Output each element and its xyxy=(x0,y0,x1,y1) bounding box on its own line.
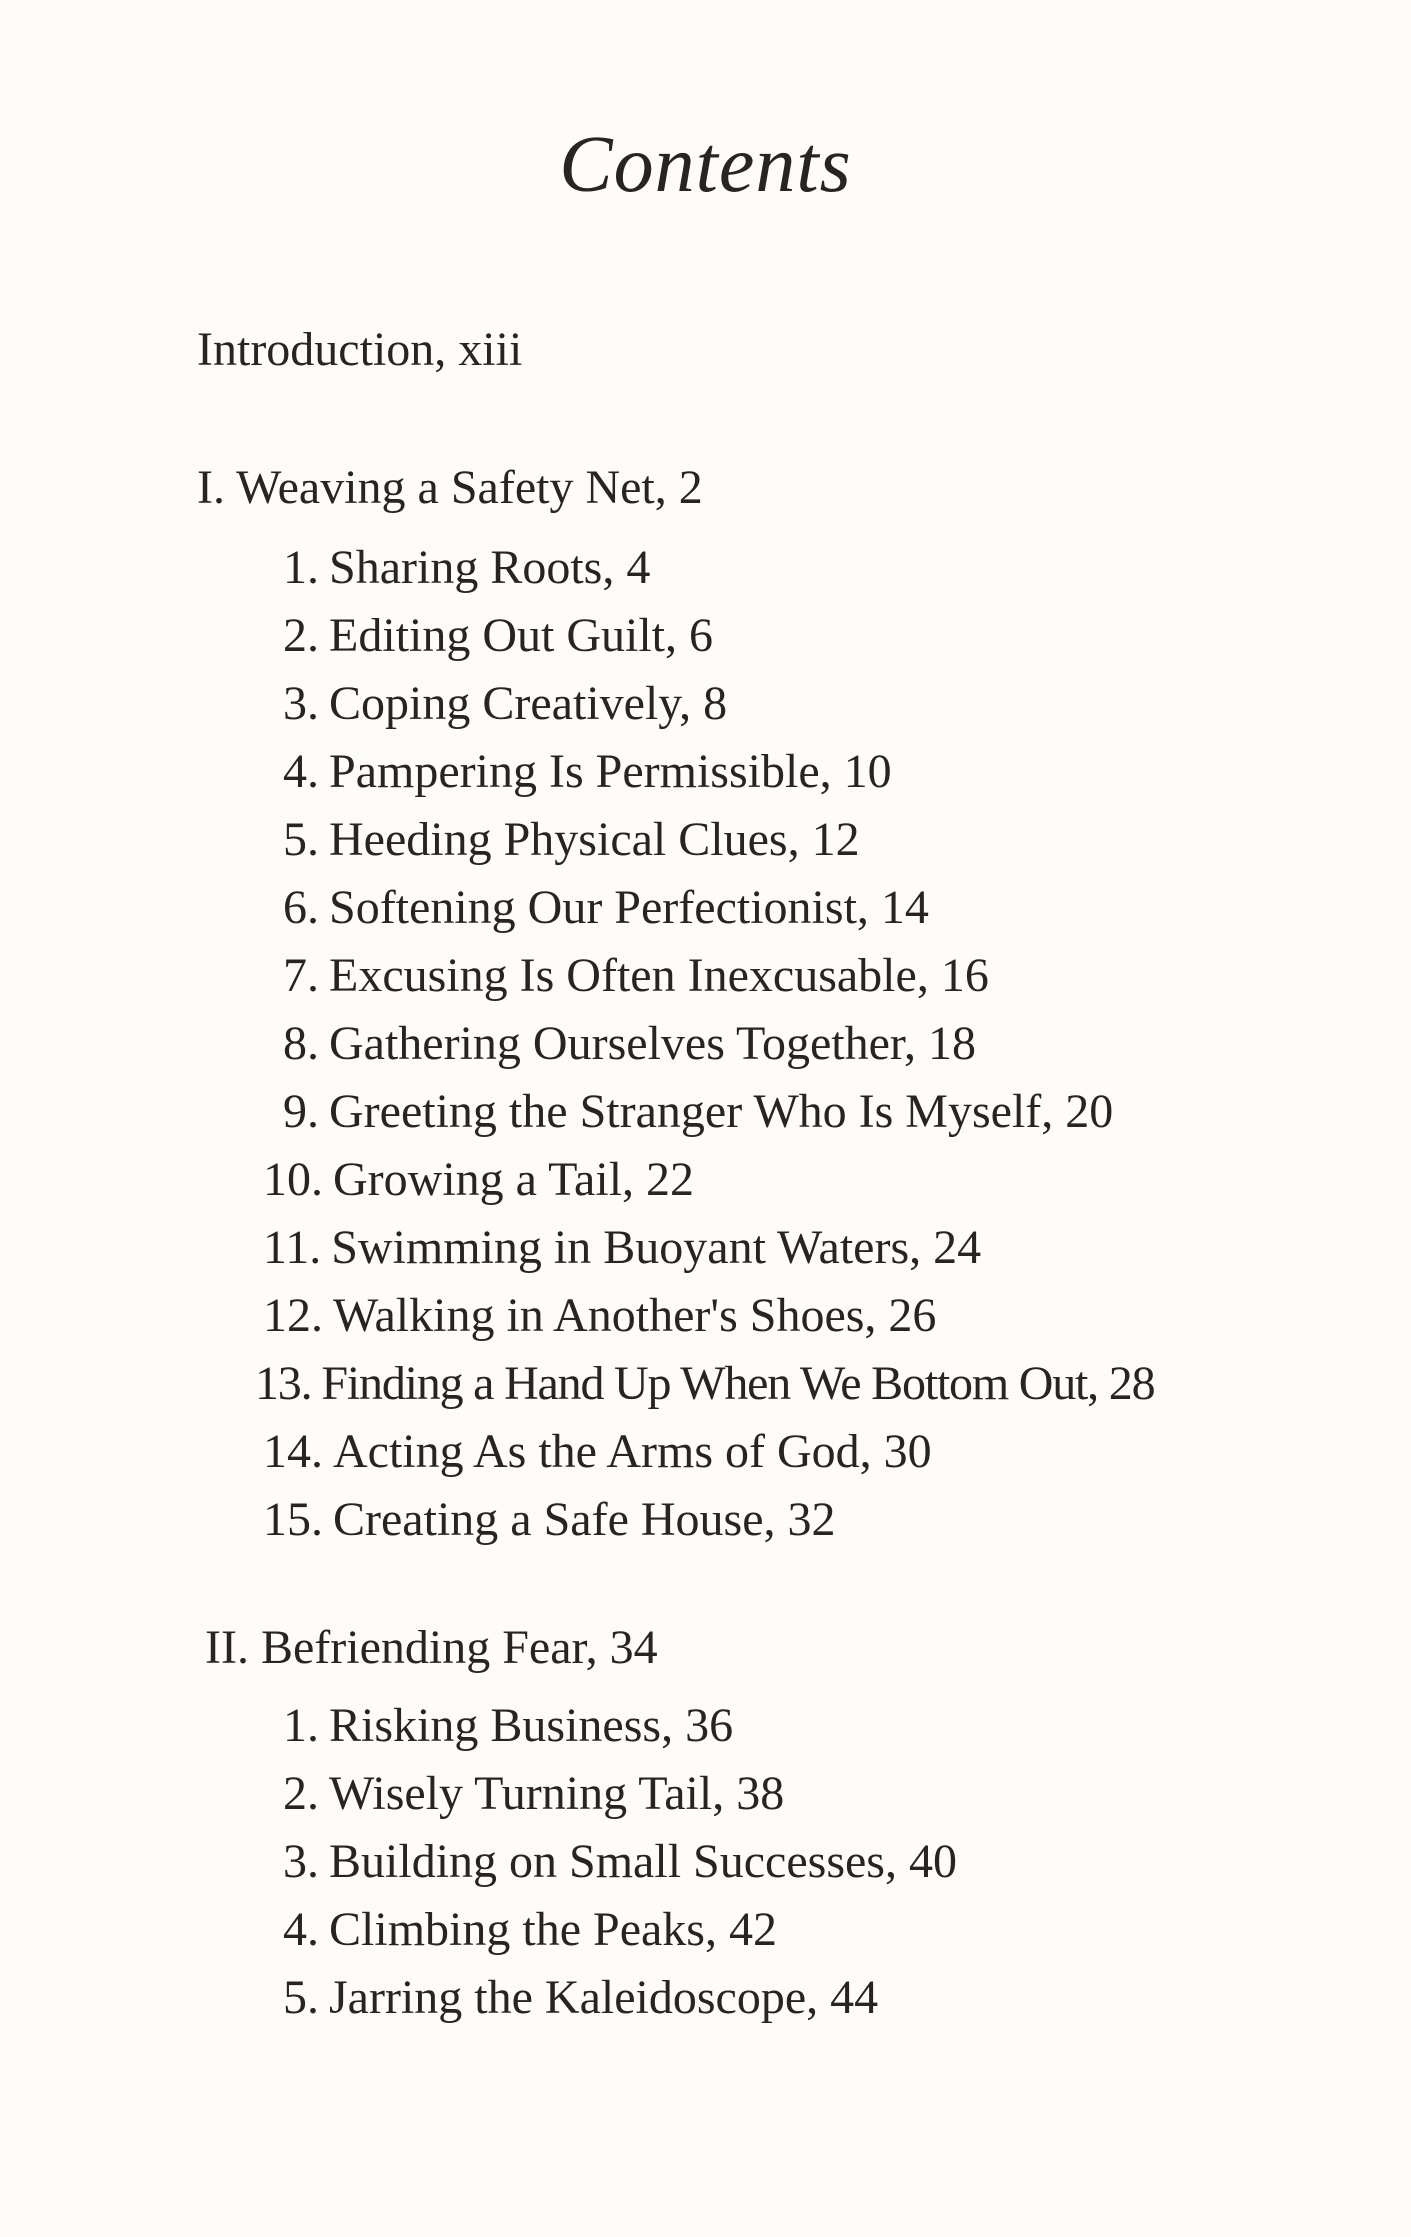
toc-chapter xyxy=(255,1356,1154,1412)
chapter-title: Wisely Turning Tail, 38 xyxy=(329,1767,785,1820)
toc-chapter xyxy=(263,1152,694,1208)
chapter-number: 14. xyxy=(263,1425,323,1478)
toc-chapter xyxy=(263,1288,936,1344)
chapter-title: Acting As the Arms of God, 30 xyxy=(333,1425,932,1478)
chapter-title: Pampering Is Permissible, 10 xyxy=(329,745,892,798)
chapter-number: 10. xyxy=(263,1153,323,1206)
chapter-number: 13. xyxy=(255,1357,312,1410)
toc-part-1: I. Weaving a Safety Net, 2 xyxy=(197,461,703,514)
chapter-number: 2. xyxy=(283,1767,319,1820)
toc-chapter xyxy=(283,812,860,868)
chapter-number: 4. xyxy=(283,1903,319,1956)
chapter-number: 7. xyxy=(283,949,319,1002)
chapter-title: Gathering Ourselves Together, 18 xyxy=(329,1017,976,1070)
chapter-title: Softening Our Perfectionist, 14 xyxy=(329,881,929,934)
chapter-title: Jarring the Kaleidoscope, 44 xyxy=(329,1971,879,2024)
toc-chapter xyxy=(283,1084,1113,1140)
chapter-title: Growing a Tail, 22 xyxy=(333,1153,695,1206)
chapter-title: Excusing Is Often Inexcusable, 16 xyxy=(329,949,989,1002)
toc-chapter xyxy=(263,1220,981,1276)
toc-introduction: Introduction, xiii xyxy=(197,323,523,376)
chapter-title: Heeding Physical Clues, 12 xyxy=(329,813,860,866)
chapter-number: 11. xyxy=(263,1221,322,1274)
toc-chapter xyxy=(283,540,650,596)
toc-chapter xyxy=(283,1970,878,2026)
toc-part-2: II. Befriending Fear, 34 xyxy=(205,1621,658,1674)
chapter-title: Climbing the Peaks, 42 xyxy=(329,1903,777,1956)
chapter-title: Swimming in Buoyant Waters, 24 xyxy=(331,1221,982,1274)
toc-chapter xyxy=(283,676,727,732)
chapter-title: Sharing Roots, 4 xyxy=(329,541,651,594)
toc-chapter xyxy=(283,948,989,1004)
chapter-title: Walking in Another's Shoes, 26 xyxy=(333,1289,937,1342)
chapter-number: 5. xyxy=(283,1971,319,2024)
toc-chapter xyxy=(283,744,892,800)
toc-chapter xyxy=(283,1902,777,1958)
chapter-title: Risking Business, 36 xyxy=(329,1699,734,1752)
chapter-number: 3. xyxy=(283,1835,319,1888)
chapter-title: Greeting the Stranger Who Is Myself, 20 xyxy=(329,1085,1114,1138)
chapter-title: Creating a Safe House, 32 xyxy=(333,1493,836,1546)
chapter-number: 15. xyxy=(263,1493,323,1546)
chapter-number: 4. xyxy=(283,745,319,798)
chapter-number: 2. xyxy=(283,609,319,662)
chapter-title: Building on Small Successes, 40 xyxy=(329,1835,957,1888)
toc-chapter xyxy=(283,1698,733,1754)
chapter-number: 6. xyxy=(283,881,319,934)
toc-chapter xyxy=(283,1016,976,1072)
toc-chapter xyxy=(263,1492,836,1548)
chapter-title: Editing Out Guilt, 6 xyxy=(329,609,713,662)
toc-chapter xyxy=(283,1834,957,1890)
chapter-number: 12. xyxy=(263,1289,323,1342)
chapter-number: 1. xyxy=(283,1699,319,1752)
chapter-number: 1. xyxy=(283,541,319,594)
page-title: Contents xyxy=(559,121,852,209)
chapter-number: 5. xyxy=(283,813,319,866)
chapter-title: Finding a Hand Up When We Bottom Out, 28 xyxy=(321,1357,1155,1410)
chapter-number: 9. xyxy=(283,1085,319,1138)
chapter-title: Coping Creatively, 8 xyxy=(329,677,728,730)
toc-chapter xyxy=(263,1424,932,1480)
chapter-number: 3. xyxy=(283,677,319,730)
chapter-number: 8. xyxy=(283,1017,319,1070)
toc-chapter xyxy=(283,1766,784,1822)
toc-chapter xyxy=(283,880,929,936)
toc-chapter xyxy=(283,608,713,664)
